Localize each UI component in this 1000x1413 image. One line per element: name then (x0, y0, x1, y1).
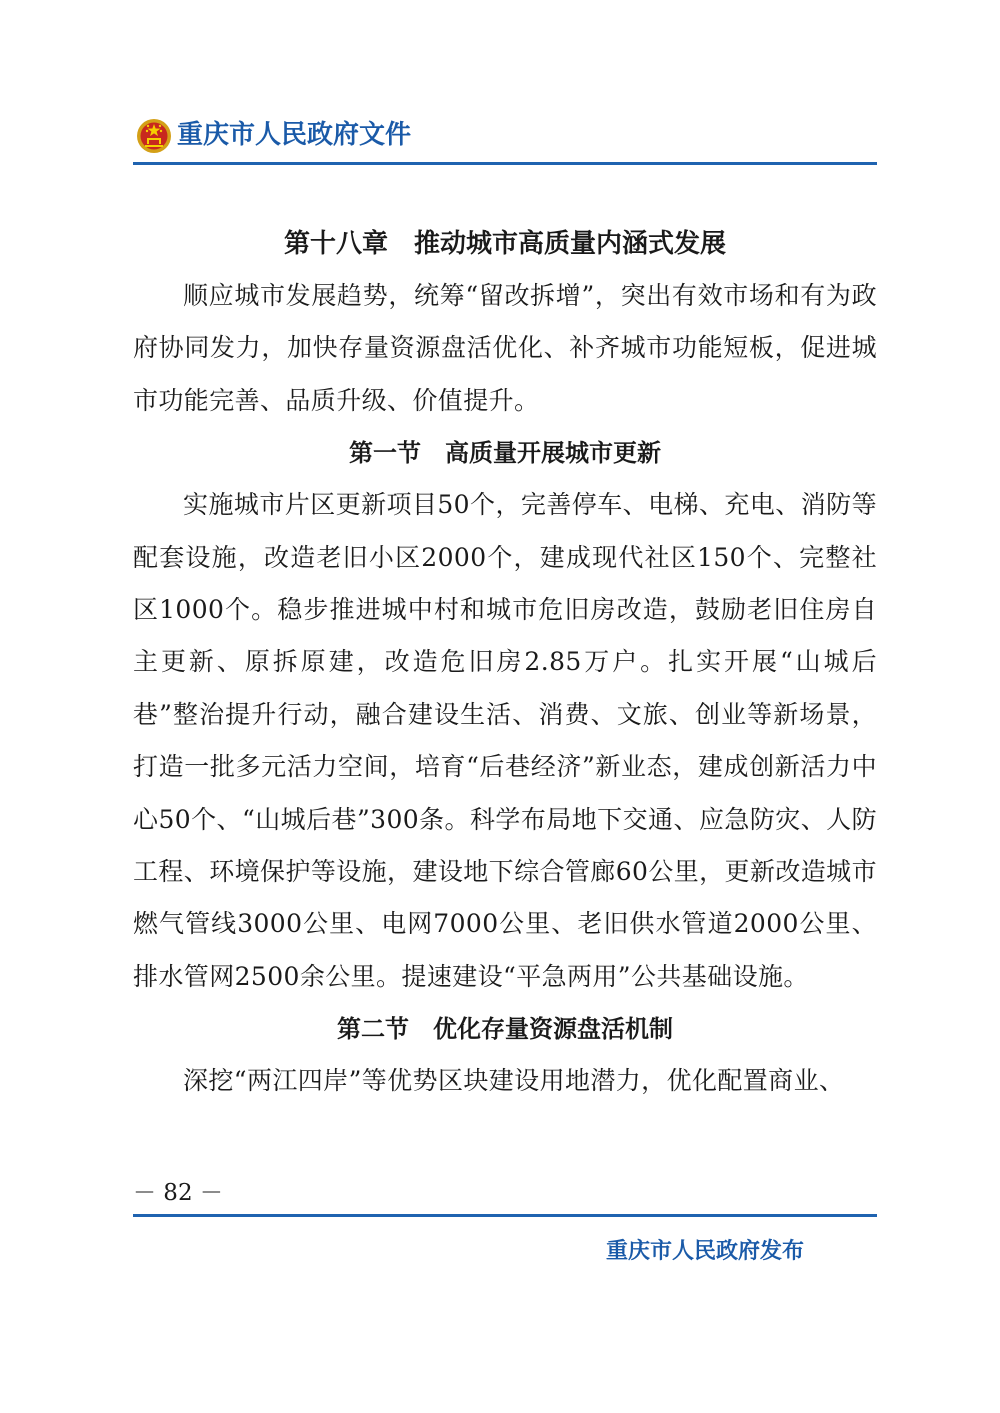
intro-paragraph: 顺应城市发展趋势，统筹“留改拆增”，突出有效市场和有为政府协同发力，加快存量资源盘活优化、补齐城市功能短板，促进城市功能完善、品质升级、价值提升。 (133, 281, 877, 415)
national-emblem-icon (136, 118, 172, 154)
section-paragraph: 实施城市片区更新项目50个，完善停车、电梯、充电、消防等配套设施，改造老旧小区2000个，建成现代社区150个、完整社区1000个。稳步推进城中村和城市危旧房改造，鼓励老旧住房自主更新、原拆原建，改造危旧房2.85万户。扎实开展“山城后巷”整治提升行动，融合建设生活、消费、文旅、创业等新场景，打造一批多元活力空间，培育“后巷经济”新业态，建成创新活力中心50个、“山城后巷”300条。科学布局地下交通、应急防灾、人防工程、环境保护等设施，建设地下综合管廊60公里，更新改造城市燃气管线3000公里、电网7000公里、老旧供水管道2000公里、排水管网2500余公里。提速建设“平急两用”公共基础设施。 (133, 490, 877, 991)
page-number: － 82 － (133, 1180, 223, 1206)
section-title: 第一节 高质量开展城市更新 (349, 439, 661, 468)
header-divider (133, 162, 877, 165)
document-header (133, 110, 877, 170)
footer-divider (133, 1214, 877, 1217)
section-title: 第二节 优化存量资源盘活机制 (337, 1015, 673, 1044)
footer-publisher: 重庆市人民政府发布 (606, 1239, 805, 1264)
chapter-title: 第十八章 推动城市高质量内涵式发展 (283, 229, 726, 259)
header-title: 重庆市人民政府文件 (177, 120, 412, 150)
document-body (133, 218, 877, 1108)
section-paragraph: 深挖“两江四岸”等优势区块建设用地潜力，优化配置商业、 (183, 1066, 845, 1096)
